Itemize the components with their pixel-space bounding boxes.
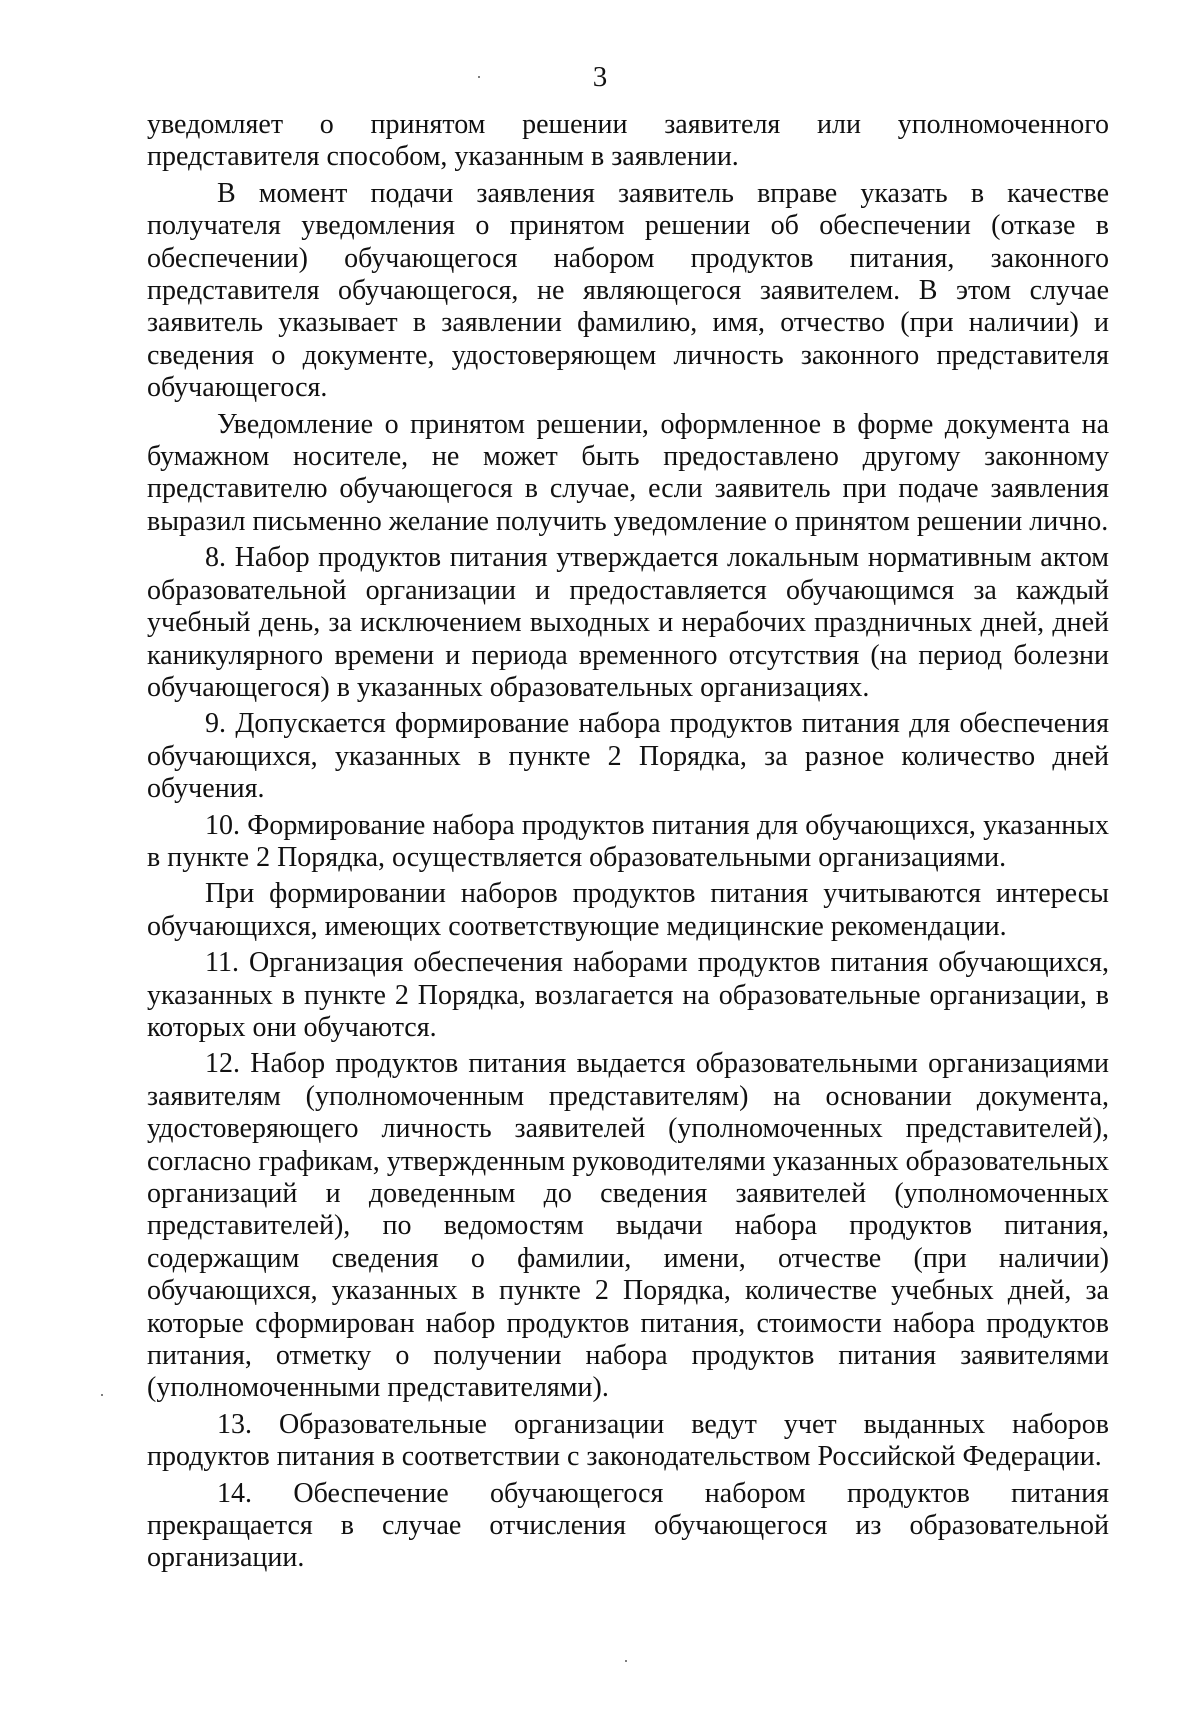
page-number: 3 [592,61,608,93]
paragraph-item-12: 12. Набор продуктов питания выдается образовательными организациями заявителям (уполномоченным представителям) на основании документа, удостоверяющего личность заявителей (уполномоченных представителей), согласно графикам, утвержденным руководителями указанных образовательных организаций и доведенным до сведения заявителей (уполномоченных представителей), по ведомостям выдачи набора продуктов питания, содержащим сведения о фамилии, имени, отчестве (при наличии) обучающихся, указанных в пункте 2 Порядка, количестве учебных дней, за которые сформирован набор продуктов питания, стоимости набора продуктов питания, отметку о получении набора продуктов питания заявителями (уполномоченными представителями). [147,1048,1109,1404]
paragraph-item-11: 11. Организация обеспечения наборами продуктов питания обучающихся, указанных в пункте 2 Порядка, возлагается на образовательные организации, в которых они обучаются. [147,947,1109,1043]
paragraph-item-10: 10. Формирование набора продуктов питания для обучающихся, указанных в пункте 2 Порядка, осуществляется образовательными организациями. [147,809,1109,873]
paragraph-item-10-interests: При формировании наборов продуктов питания учитываются интересы обучающихся, имеющих соответствующие медицинские рекомендации. [147,878,1109,942]
scan-speck [478,76,480,78]
paragraph-item-13: 13. Образовательные организации ведут учет выданных наборов продуктов питания в соответствии с законодательством Российской Федерации. [147,1408,1109,1473]
paragraph-paper-notification: Уведомление о принятом решении, оформленное в форме документа на бумажном носителе, не может быть предоставлено другому законному представителю обучающегося в случае, если заявитель при подаче заявления выразил письменно желание получить уведомление о принятом решении лично. [147,408,1109,537]
scan-speck [625,1660,627,1662]
paragraph-item-9: 9. Допускается формирование набора продуктов питания для обеспечения обучающихся, указанных в пункте 2 Порядка, за разное количество дней обучения. [147,708,1109,805]
paragraph-item-14: 14. Обеспечение обучающегося набором продуктов питания прекращается в случае отчисления обучающегося из образовательной организации. [147,1477,1109,1574]
paragraph-item-8: 8. Набор продуктов питания утверждается локальным нормативным актом образовательной организации и предоставляется обучающимся за каждый учебный день, за исключением выходных и нерабочих праздничных дней, дней каникулярного времени и периода временного отсутствия (на период болезни обучающегося) в указанных образовательных организациях. [147,542,1109,703]
paragraph-notification-recipient: В момент подачи заявления заявитель вправе указать в качестве получателя уведомления о принятом решении об обеспечении (отказе в обеспечении) обучающегося набором продуктов питания, законного представителя обучающегося, не являющегося заявителем. В этом случае заявитель указывает в заявлении фамилию, имя, отчество (при наличии) и сведения о документе, удостоверяющем личность законного представителя обучающегося. [147,177,1109,404]
scan-speck [101,1394,103,1396]
paragraph-notification-method: уведомляет о принятом решении заявителя или уполномоченного представителя способом, указанным в заявлении. [147,109,1109,173]
document-body [147,109,1109,1575]
